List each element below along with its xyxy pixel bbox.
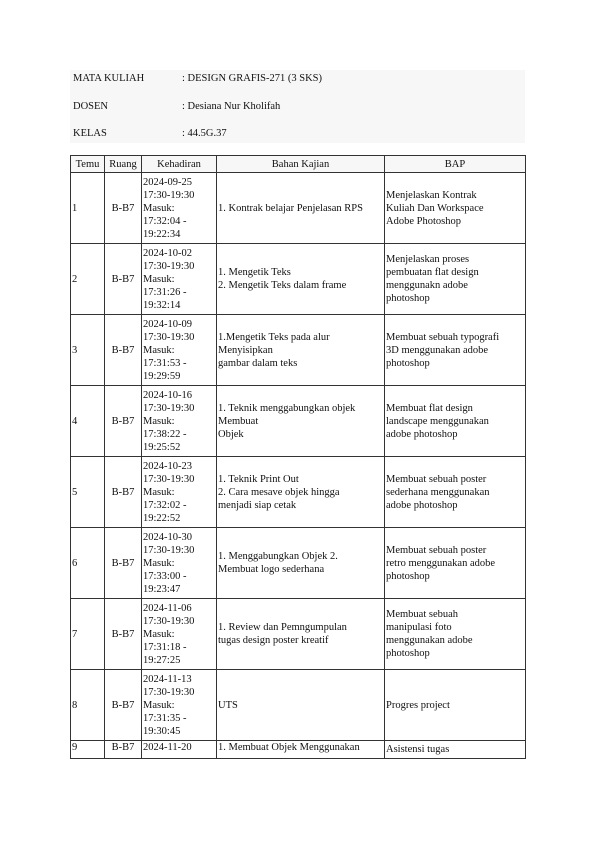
kehadiran-cell-line: 2024-10-02 [143, 247, 192, 259]
bahan-kajian-cell-line: 1. Teknik Print Out [218, 473, 299, 485]
kehadiran-cell-text [143, 673, 215, 738]
bap-cell-text [386, 329, 524, 372]
table-row [71, 244, 526, 315]
bahan-kajian-cell-line: Membuat [218, 415, 259, 427]
table-row [71, 599, 526, 670]
kehadiran-cell-line: 17:30-19:30 [143, 260, 195, 272]
bahan-kajian-cell [217, 741, 385, 759]
kehadiran-cell-line: Masuk: [143, 628, 175, 640]
bap-cell-line: menggunakan adobe [386, 635, 473, 646]
table-row [71, 457, 526, 528]
bahan-kajian-cell-line: 2. Cara mesave objek hingga [218, 486, 340, 498]
kehadiran-cell-line: 17:30-19:30 [143, 473, 195, 485]
bahan-kajian-cell-line: menjadi siap cetak [218, 499, 297, 511]
kehadiran-cell [142, 670, 217, 741]
kehadiran-cell [142, 599, 217, 670]
temu-cell: 7 [71, 599, 105, 670]
kehadiran-cell-text [143, 741, 215, 754]
kehadiran-cell [142, 457, 217, 528]
kehadiran-cell-line: 17:32:02 - [143, 499, 187, 511]
info-label: DOSEN [73, 101, 109, 112]
kehadiran-cell-text [143, 176, 215, 241]
bap-cell-line: photoshop [386, 648, 430, 659]
bap-cell-line: Kuliah Dan Workspace [386, 202, 484, 214]
bahan-kajian-cell-line: 1. Kontrak belajar Penjelasan RPS [218, 202, 363, 214]
kehadiran-cell [142, 173, 217, 244]
info-value: : Desiana Nur Kholifah [182, 101, 281, 112]
bap-cell-line: Membuat flat design [386, 402, 473, 414]
bap-cell-text [386, 187, 524, 230]
bahan-kajian-cell-text [218, 266, 383, 292]
kehadiran-cell-line: 17:31:18 - [143, 641, 187, 653]
info-label: MATA KULIAH [73, 73, 145, 84]
kehadiran-cell-line: 2024-09-25 [143, 176, 192, 188]
bahan-kajian-cell-line: UTS [218, 699, 238, 711]
kehadiran-cell-line: Masuk: [143, 202, 175, 214]
bahan-kajian-cell [217, 670, 385, 741]
kehadiran-cell [142, 528, 217, 599]
kehadiran-cell-line: 19:32:14 [143, 299, 181, 311]
kehadiran-cell-line: Masuk: [143, 557, 175, 569]
bap-cell-line: adobe photoshop [386, 499, 458, 511]
bap-cell [385, 173, 526, 244]
kehadiran-cell-line: 17:30-19:30 [143, 189, 195, 201]
kehadiran-cell-line: 19:27:25 [143, 654, 181, 666]
bahan-kajian-cell-text [218, 550, 383, 576]
kehadiran-cell-line: 17:32:04 - [143, 215, 187, 227]
bahan-kajian-cell-text [218, 741, 383, 754]
bap-cell-line: 3D menggunakan adobe [386, 344, 489, 356]
bahan-kajian-cell-text [218, 202, 383, 215]
bap-cell-line: pembuatan flat design [386, 267, 479, 278]
bap-cell-line: Membuat sebuah [386, 609, 459, 620]
bap-cell-text [386, 697, 524, 714]
bap-cell [385, 599, 526, 670]
bap-cell-line: adobe photoshop [386, 428, 458, 440]
kehadiran-cell-text [143, 531, 215, 596]
bap-cell [385, 386, 526, 457]
table-row [71, 386, 526, 457]
kehadiran-cell-line: Masuk: [143, 344, 175, 356]
kehadiran-cell-line: 17:31:35 - [143, 712, 187, 724]
ruang-cell: B-B7 [105, 386, 142, 457]
kehadiran-cell-line: 2024-11-06 [143, 602, 192, 614]
kehadiran-cell-line: 17:31:26 - [143, 286, 187, 298]
bap-cell-line: Membuat sebuah typografi [386, 331, 500, 343]
bahan-kajian-cell-line: tugas design poster kreatif [218, 635, 329, 646]
bahan-kajian-cell-line: 1. Membuat Objek Menggunakan [218, 742, 360, 753]
temu-cell: 2 [71, 244, 105, 315]
kehadiran-cell-line: 19:30:45 [143, 725, 181, 737]
bahan-kajian-cell [217, 315, 385, 386]
info-value: : DESIGN GRAFIS-271 (3 SKS) [182, 73, 323, 84]
bahan-kajian-cell-line: Membuat logo sederhana [218, 564, 325, 575]
kehadiran-cell-line: 19:23:47 [143, 583, 181, 595]
bahan-kajian-cell-line: 1. Mengetik Teks [218, 267, 291, 278]
bahan-kajian-cell-line: Objek [218, 428, 244, 440]
kehadiran-cell-line: 2024-11-20 [143, 742, 192, 753]
kehadiran-cell-text [143, 247, 215, 312]
kehadiran-cell-line: 17:30-19:30 [143, 544, 195, 556]
bap-cell-text [386, 471, 524, 514]
temu-cell: 8 [71, 670, 105, 741]
bap-cell-line: photoshop [386, 357, 430, 369]
bap-cell [385, 457, 526, 528]
course-info-block [70, 70, 525, 143]
kehadiran-cell-line: 19:25:52 [143, 441, 181, 453]
kehadiran-cell-line: 17:38:22 - [143, 428, 187, 440]
kehadiran-cell [142, 315, 217, 386]
table-row [71, 741, 526, 759]
bahan-kajian-cell-text [218, 402, 383, 441]
ruang-cell: B-B7 [105, 173, 142, 244]
bahan-kajian-cell-text [218, 473, 383, 512]
ruang-cell: B-B7 [105, 528, 142, 599]
kehadiran-cell-line: 17:30-19:30 [143, 615, 195, 627]
kehadiran-cell-line: 2024-11-13 [143, 673, 192, 685]
bap-cell-line: manipulasi foto [386, 622, 452, 633]
bap-cell-line: photoshop [386, 570, 430, 582]
header-temu: Temu [71, 156, 105, 173]
bap-cell-line: landscape menggunakan [386, 415, 489, 427]
bap-cell-text [386, 542, 524, 585]
bahan-kajian-cell-line: 1. Review dan Pemngumpulan [218, 622, 347, 633]
bap-cell-line: Adobe Photoshop [386, 215, 461, 227]
kehadiran-cell-line: 19:22:34 [143, 228, 181, 240]
bap-cell-line: Asistensi tugas [386, 744, 450, 755]
kehadiran-cell [142, 386, 217, 457]
temu-cell: 9 [71, 741, 105, 759]
bahan-kajian-cell [217, 244, 385, 315]
ruang-cell: B-B7 [105, 670, 142, 741]
kehadiran-cell-line: 17:30-19:30 [143, 402, 195, 414]
bap-cell-line: Membuat sebuah poster [386, 473, 487, 485]
table-header-row [71, 156, 526, 173]
kehadiran-cell-line: 17:30-19:30 [143, 686, 195, 698]
kehadiran-cell-text [143, 389, 215, 454]
bap-cell-line: Progres project [386, 699, 450, 711]
temu-cell: 1 [71, 173, 105, 244]
kehadiran-cell-line: Masuk: [143, 273, 175, 285]
kehadiran-cell-line: 17:33:00 - [143, 570, 187, 582]
bahan-kajian-cell-line: 1.Mengetik Teks pada alur [218, 331, 330, 343]
kehadiran-cell-text [143, 318, 215, 383]
temu-cell: 4 [71, 386, 105, 457]
kehadiran-cell-line: Masuk: [143, 415, 175, 427]
bahan-kajian-cell [217, 173, 385, 244]
bahan-kajian-cell-line: 1. Menggabungkan Objek 2. [218, 551, 338, 562]
temu-cell: 5 [71, 457, 105, 528]
bahan-kajian-cell-text [218, 331, 383, 370]
ruang-cell: B-B7 [105, 457, 142, 528]
kehadiran-cell-text [143, 602, 215, 667]
bahan-kajian-cell-text [218, 699, 383, 712]
bap-cell-text [386, 251, 524, 307]
bahan-kajian-cell [217, 457, 385, 528]
bahan-kajian-cell-text [218, 621, 383, 647]
bap-cell-line: Membuat sebuah poster [386, 544, 487, 556]
bap-cell-line: sederhana menggunakan [386, 486, 490, 498]
bap-cell-line: Menjelaskan Kontrak [386, 189, 477, 201]
table-row [71, 173, 526, 244]
kehadiran-cell-line: Masuk: [143, 699, 175, 711]
bahan-kajian-cell-line: Menyisipkan [218, 344, 273, 356]
bap-cell-line: menggunakn adobe [386, 280, 468, 291]
kehadiran-cell-line: 2024-10-30 [143, 531, 192, 543]
bap-cell-text [386, 606, 524, 662]
header-bap: BAP [385, 156, 526, 173]
header-bahan-kajian: Bahan Kajian [217, 156, 385, 173]
bahan-kajian-cell [217, 599, 385, 670]
bap-cell [385, 741, 526, 759]
ruang-cell: B-B7 [105, 244, 142, 315]
kehadiran-cell-line: 2024-10-16 [143, 389, 192, 401]
kehadiran-cell-line: 19:29:59 [143, 370, 181, 382]
kehadiran-cell-line: 17:31:53 - [143, 357, 187, 369]
ruang-cell: B-B7 [105, 599, 142, 670]
kehadiran-cell-text [143, 460, 215, 525]
kehadiran-cell-line: 2024-10-23 [143, 460, 192, 472]
table-row [71, 315, 526, 386]
bap-cell [385, 315, 526, 386]
bahan-kajian-cell-line: 1. Teknik menggabungkan objek [218, 402, 356, 414]
bahan-kajian-cell-line: gambar dalam teks [218, 357, 298, 369]
info-label: KELAS [73, 128, 107, 139]
header-ruang: Ruang [105, 156, 142, 173]
bahan-kajian-cell-line: 2. Mengetik Teks dalam frame [218, 280, 347, 291]
schedule-table [70, 155, 526, 759]
header-kehadiran: Kehadiran [142, 156, 217, 173]
bap-cell [385, 244, 526, 315]
bap-cell [385, 670, 526, 741]
kehadiran-cell [142, 244, 217, 315]
bap-cell-line: retro menggunakan adobe [386, 557, 496, 569]
temu-cell: 6 [71, 528, 105, 599]
kehadiran-cell-line: 17:30-19:30 [143, 331, 195, 343]
ruang-cell: B-B7 [105, 741, 142, 759]
bahan-kajian-cell [217, 386, 385, 457]
bahan-kajian-cell [217, 528, 385, 599]
bap-cell-text [386, 400, 524, 443]
table-row [71, 528, 526, 599]
kehadiran-cell [142, 741, 217, 759]
bap-cell-line: photoshop [386, 293, 430, 304]
temu-cell: 3 [71, 315, 105, 386]
kehadiran-cell-line: 2024-10-09 [143, 318, 192, 330]
kehadiran-cell-line: Masuk: [143, 486, 175, 498]
bap-cell-text [386, 741, 524, 758]
bap-cell [385, 528, 526, 599]
info-value: : 44.5G.37 [182, 128, 227, 139]
ruang-cell: B-B7 [105, 315, 142, 386]
bap-cell-line: Menjelaskan proses [386, 254, 470, 265]
table-row [71, 670, 526, 741]
kehadiran-cell-line: 19:22:52 [143, 512, 181, 524]
